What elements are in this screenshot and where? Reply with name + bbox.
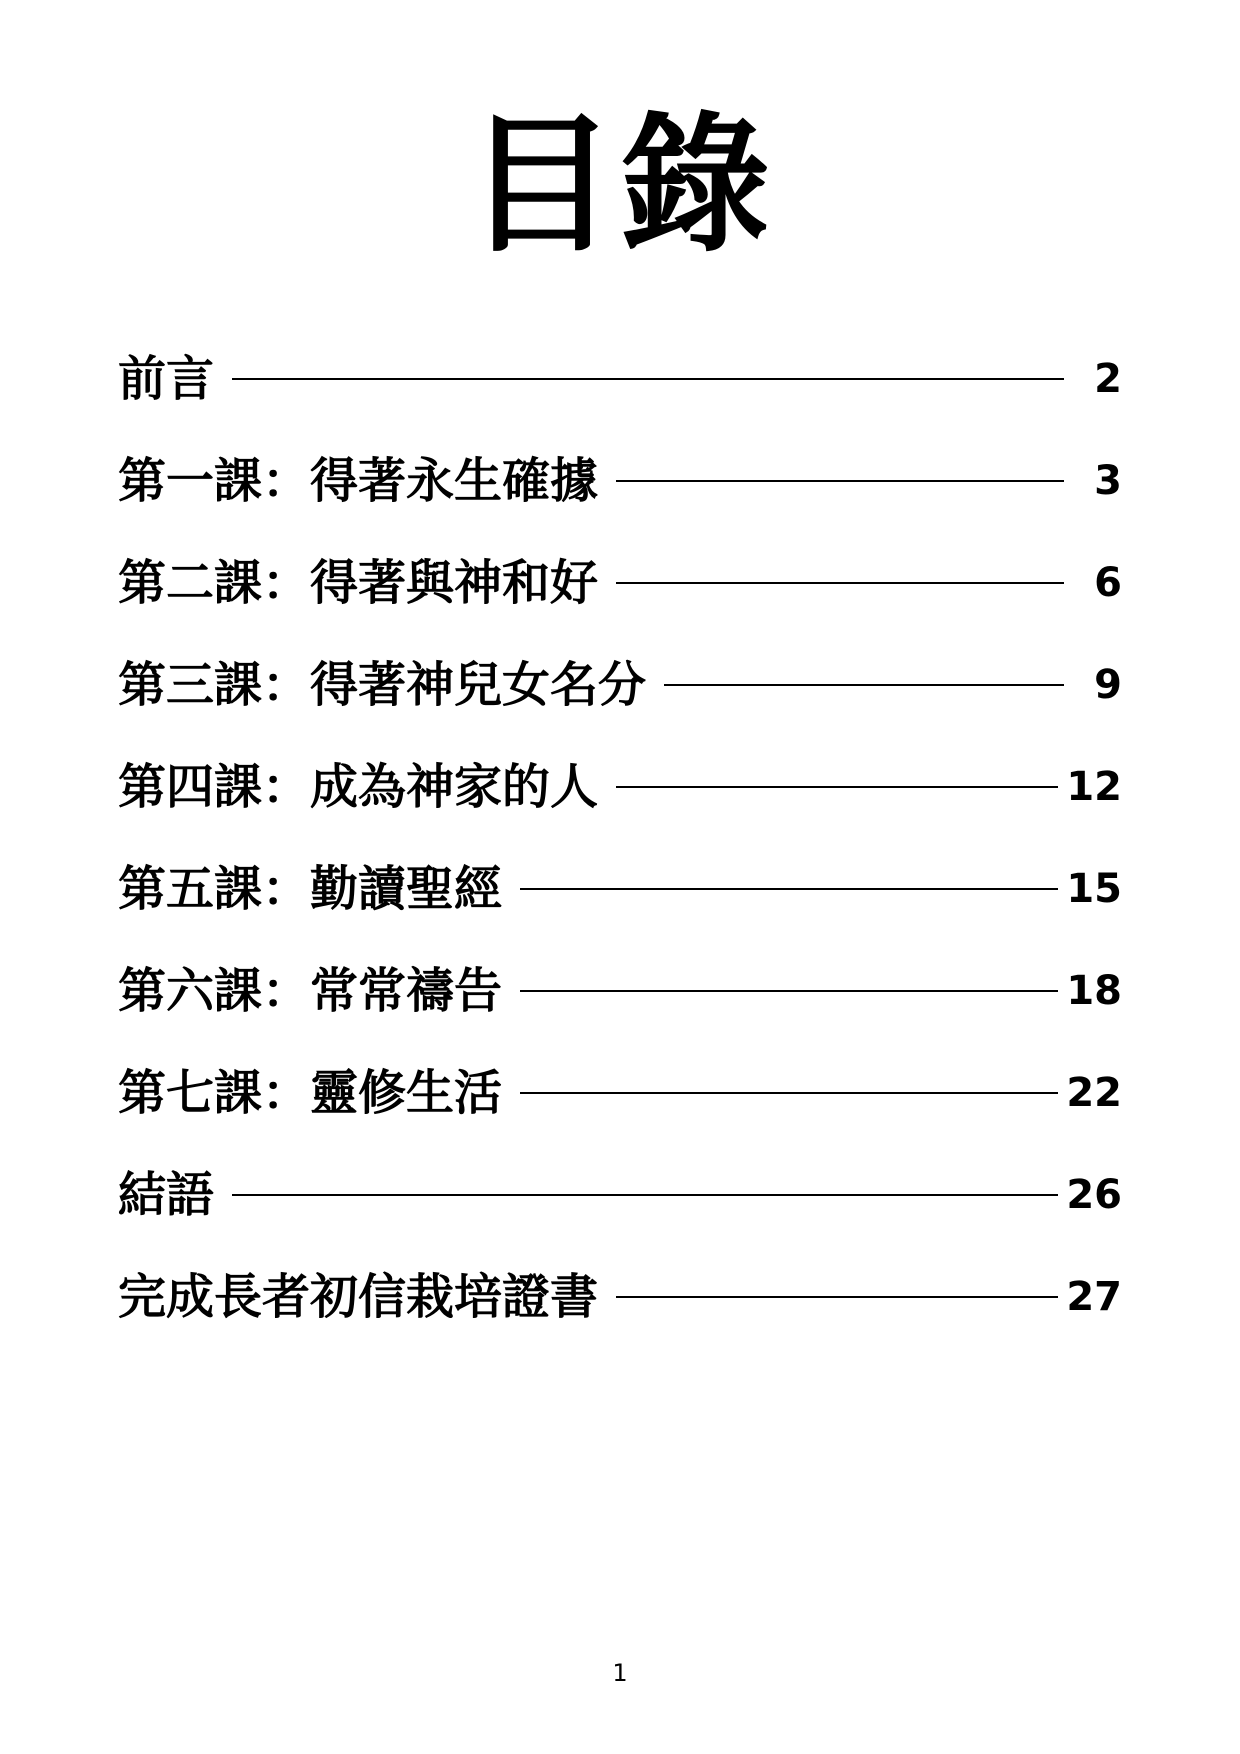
toc-leader-line (232, 378, 1064, 380)
toc-entry-page: 2 (1094, 356, 1122, 402)
toc-entry-label: 完成長者初信栽培證書 (118, 1269, 599, 1325)
toc-leader-line (664, 684, 1064, 686)
page-number: 1 (612, 1659, 628, 1687)
toc-leader-line (520, 888, 1058, 890)
toc-entry-conclusion[interactable] (118, 1144, 1122, 1246)
table-of-contents (118, 328, 1122, 1348)
toc-entry-label: 前言 (118, 351, 215, 407)
toc-entry-lesson-7[interactable] (118, 1042, 1122, 1144)
toc-entry-label: 第一課：得著永生確據 (118, 453, 599, 509)
toc-leader-line (616, 480, 1064, 482)
toc-leader-line (232, 1194, 1058, 1196)
toc-entry-preface[interactable] (118, 328, 1122, 430)
toc-entry-label: 第五課：勤讀聖經 (118, 861, 503, 917)
toc-entry-lesson-2[interactable] (118, 532, 1122, 634)
toc-leader-line (616, 786, 1058, 788)
toc-entry-page: 26 (1066, 1172, 1122, 1218)
toc-entry-label: 第六課：常常禱告 (118, 963, 503, 1019)
toc-entry-lesson-1[interactable] (118, 430, 1122, 532)
toc-entry-page: 12 (1066, 764, 1122, 810)
toc-leader-line (520, 1092, 1058, 1094)
toc-leader-line (616, 1296, 1058, 1298)
toc-leader-line (520, 990, 1058, 992)
toc-entry-label: 第七課：靈修生活 (118, 1065, 503, 1121)
toc-entry-page: 3 (1094, 458, 1122, 504)
toc-entry-page: 18 (1066, 968, 1122, 1014)
toc-entry-page: 27 (1066, 1274, 1122, 1320)
toc-entry-certificate[interactable] (118, 1246, 1122, 1348)
toc-entry-label: 第三課：得著神兒女名分 (118, 657, 647, 713)
toc-entry-lesson-6[interactable] (118, 940, 1122, 1042)
toc-entry-lesson-3[interactable] (118, 634, 1122, 736)
toc-entry-lesson-5[interactable] (118, 838, 1122, 940)
toc-entry-page: 9 (1094, 662, 1122, 708)
toc-entry-page: 15 (1066, 866, 1122, 912)
toc-entry-label: 第二課：得著與神和好 (118, 555, 599, 611)
toc-entry-page: 6 (1094, 560, 1122, 606)
page-title: 目錄 (465, 99, 774, 273)
toc-entry-page: 22 (1066, 1070, 1122, 1116)
toc-entry-lesson-4[interactable] (118, 736, 1122, 838)
toc-entry-label: 第四課：成為神家的人 (118, 759, 599, 815)
toc-entry-label: 結語 (118, 1167, 215, 1223)
toc-leader-line (616, 582, 1064, 584)
